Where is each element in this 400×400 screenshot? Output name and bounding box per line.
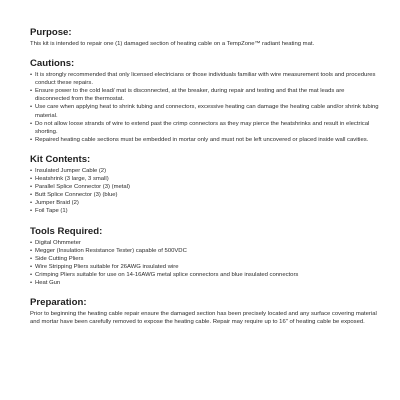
tool-item: • Crimping Pliers suitable for use on 14-16AWG metal splice connectors and blue insulated connectors <box>30 271 380 279</box>
kit-item: • Heatshrink (3 large, 3 small) <box>30 175 380 183</box>
preparation-heading: Preparation: <box>30 297 87 309</box>
tool-item: • Digital Ohmmeter <box>30 239 380 247</box>
instruction-document <box>30 27 380 326</box>
caution-item: • Repaired heating cable sections must be embedded in mortar only and must not be left uncovered or placed inside wall cavities. <box>30 136 380 144</box>
cautions-section <box>30 58 380 144</box>
kit-contents-heading: Kit Contents: <box>30 153 91 165</box>
kit-item: • Insulated Jumper Cable (2) <box>30 167 380 175</box>
tools-required-section <box>30 226 380 288</box>
kit-contents-list <box>30 167 380 216</box>
tool-item: • Megger (Insulation Resistance Tester) capable of 500VDC <box>30 247 380 255</box>
tools-required-list <box>30 239 380 288</box>
preparation-section <box>30 297 380 326</box>
kit-contents-section <box>30 154 380 216</box>
purpose-section <box>30 27 380 48</box>
tools-required-heading: Tools Required: <box>30 225 103 237</box>
caution-item: • Use care when applying heat to shrink tubing and connectors, excessive heating can damage the heating cable and/or shrink tubing material. <box>30 103 380 119</box>
kit-item: • Butt Splice Connector (3) (blue) <box>30 191 380 199</box>
purpose-text: This kit is intended to repair one (1) damaged section of heating cable on a TempZone™ radiant heating mat. <box>30 41 315 47</box>
tool-item: • Wire Stripping Pliers suitable for 26AWG insulated wire <box>30 263 380 271</box>
kit-item: • Jumper Braid (2) <box>30 199 380 207</box>
preparation-text: Prior to beginning the heating cable repair ensure the damaged section has been precisely located and any surface covering material and mortar have been carefully removed to expose the heating cable. Repair may require up to 16" of heating cable be exposed. <box>30 311 377 326</box>
caution-item: • Ensure power to the cold lead/ mat is disconnected, at the breaker, during repair and testing and that the mat leads are disconnected from the thermostat. <box>30 87 380 103</box>
cautions-heading: Cautions: <box>30 58 75 70</box>
caution-item: • Do not allow loose strands of wire to extend past the crimp connectors as they may pierce the heatshrinks and result in electrical shorting. <box>30 120 380 136</box>
caution-item: • It is strongly recommended that only licensed electricians or those individuals familiar with wire measurement tools and procedures conduct these repairs. <box>30 71 380 87</box>
tool-item: • Heat Gun <box>30 279 380 287</box>
kit-item: • Foil Tape (1) <box>30 207 380 215</box>
kit-item: • Parallel Splice Connector (3) (metal) <box>30 183 380 191</box>
tool-item: • Side Cutting Pliers <box>30 255 380 263</box>
cautions-list <box>30 71 380 144</box>
purpose-heading: Purpose: <box>30 27 72 38</box>
